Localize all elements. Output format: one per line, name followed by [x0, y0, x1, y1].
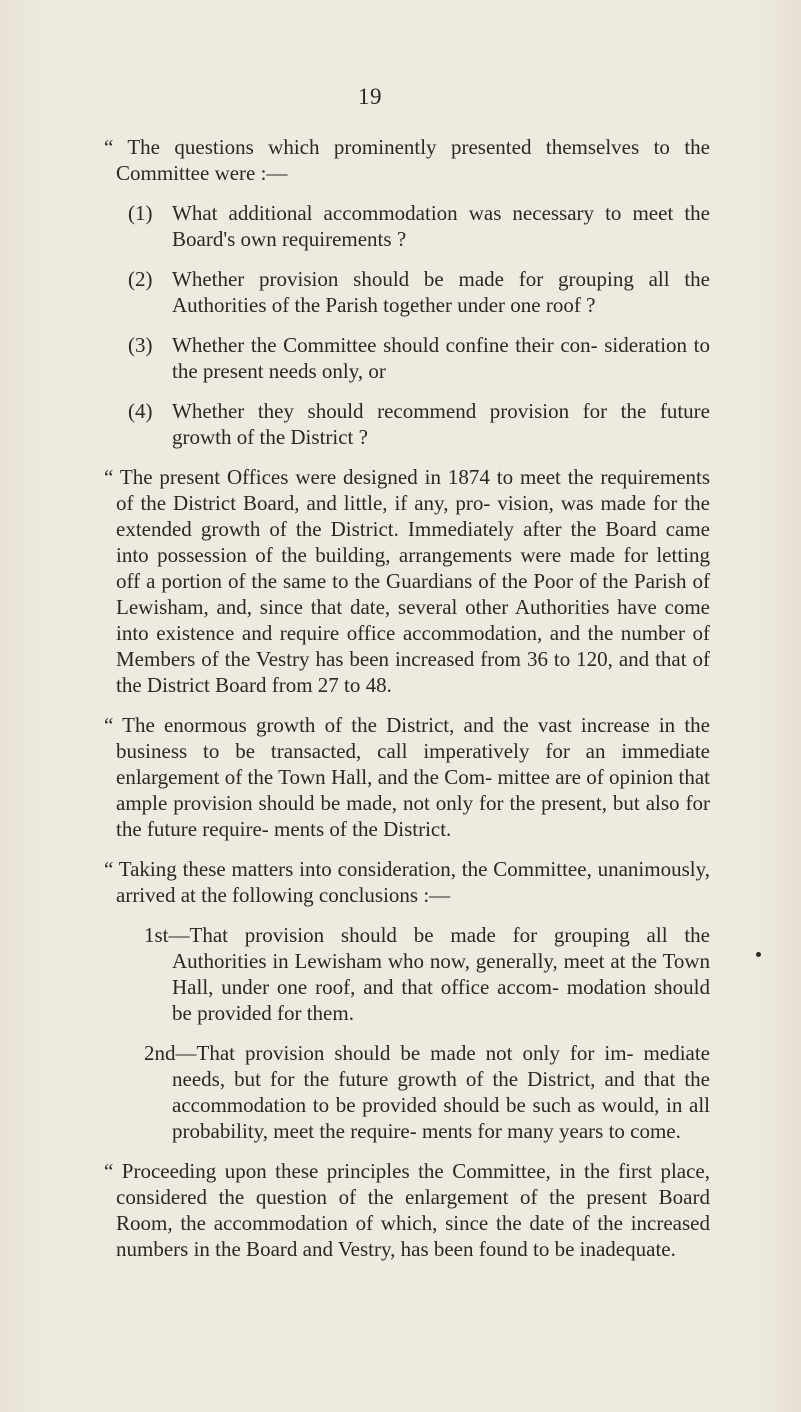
question-text: Whether provision should be made for grouping all the Authorities of the Parish together under one roof ?	[172, 267, 710, 317]
conclusion-second: 2nd—That provision should be made not only for im- mediate needs, but for the future growth of the District, and that the accommodation to be provided should be such as would, in all probability, meet the require- ments for many years to come.	[144, 1041, 710, 1143]
ink-mark	[756, 952, 761, 957]
question-number: (3)	[128, 333, 153, 357]
question-number: (2)	[128, 267, 153, 291]
conclusion-first: 1st—That provision should be made for grouping all the Authorities in Lewisham who now, generally, meet at the Town Hall, under one roof, and that office accom- modation should be provided for them.	[144, 923, 710, 1025]
question-text: What additional accommodation was necessary to meet the Board's own requirements ?	[172, 201, 710, 251]
question-item-1	[104, 200, 710, 252]
page-number: 19	[358, 84, 382, 109]
page-body	[104, 134, 710, 1276]
growth-paragraph: “ The enormous growth of the District, and the vast increase in the business to be transacted, call imperatively for an immediate enlargement of the Town Hall, and the Com- mittee are of opinion that ample provision should be made, not only for the present, but also for the future require- ments of the District.	[104, 713, 710, 841]
closing-paragraph: “ Proceeding upon these principles the Committee, in the first place, considered the question of the enlargement of the present Board Room, the accommodation of which, since the date of the increased numbers in the Board and Vestry, has been found to be inadequate.	[104, 1159, 710, 1261]
question-item-2	[104, 266, 710, 318]
question-text: Whether they should recommend provision for the future growth of the District ?	[172, 399, 710, 449]
question-item-4	[104, 398, 710, 450]
intro-paragraph: “ The questions which prominently presented themselves to the Committee were :—	[104, 135, 710, 185]
question-item-3	[104, 332, 710, 384]
question-number: (4)	[128, 399, 153, 423]
question-text: Whether the Committee should confine their con- sideration to the present needs only, or	[172, 333, 710, 383]
question-number: (1)	[128, 201, 153, 225]
offices-paragraph: “ The present Offices were designed in 1874 to meet the requirements of the District Board, and little, if any, pro- vision, was made for the extended growth of the District. Immediately after the Board came into possession of the building, arrangements were made for letting off a portion of the same to the Guardians of the Poor of the Parish of Lewisham, and, since that date, several other Authorities have come into existence and require office accommodation, and the number of Members of the Vestry has been increased from 36 to 120, and that of the District Board from 27 to 48.	[104, 465, 710, 697]
conclusions-intro-paragraph: “ Taking these matters into consideration, the Committee, unanimously, arrived at the following conclusions :—	[104, 857, 710, 907]
